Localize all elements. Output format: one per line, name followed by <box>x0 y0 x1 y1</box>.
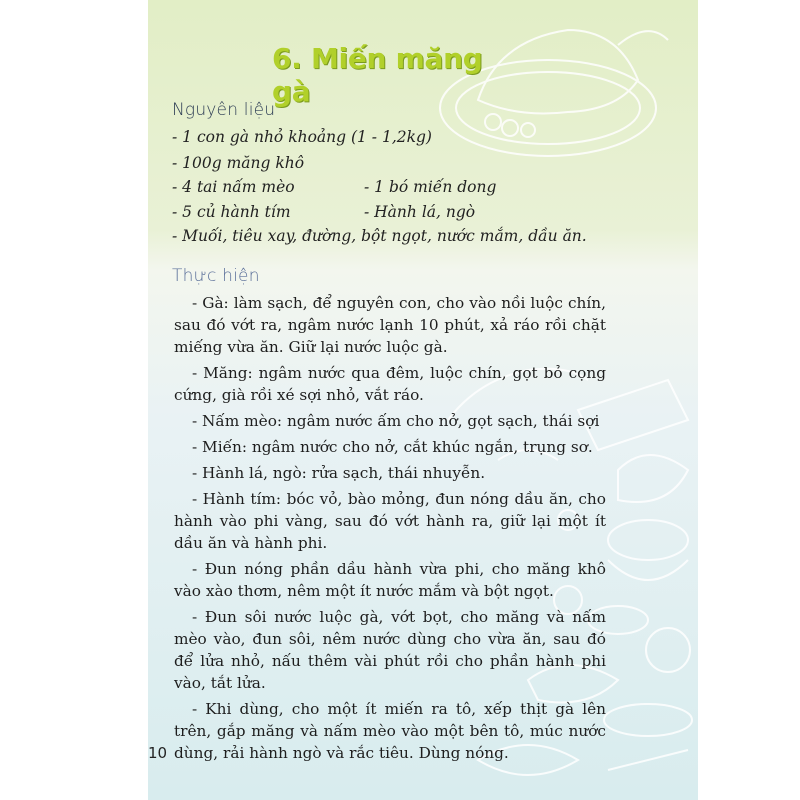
recipe-title: 6. Miến măng gà <box>272 42 483 108</box>
method-step: - Đun sôi nước luộc gà, vớt bọt, cho măng và nấm mèo vào, đun sôi, nêm nước dùng cho vừa ăn, sau đó để lửa nhỏ, nấu thêm vài phút rồi cho phần hành phi vào, tắt lửa. <box>174 608 606 692</box>
ingredient-item: - 1 bó miến dong <box>364 178 497 196</box>
ingredient-line <box>172 154 304 172</box>
method-step: - Đun nóng phần dầu hành vừa phi, cho măng khô vào xào thơm, nêm một ít nước mắm và bột ngọt. <box>174 560 606 600</box>
method-step: - Măng: ngâm nước qua đêm, luộc chín, gọt bỏ cọng cứng, già rồi xé sợi nhỏ, vắt ráo. <box>174 364 606 404</box>
ingredient-item: - 4 tai nấm mèo <box>172 178 295 196</box>
ingredient-line <box>172 227 587 245</box>
book-page <box>148 0 698 800</box>
ingredient-item: - Hành lá, ngò <box>364 203 476 221</box>
page-number: 10 <box>148 744 168 762</box>
ingredient-item: - 5 củ hành tím <box>172 203 291 221</box>
method-heading: Thực hiện <box>172 266 260 286</box>
ingredient-line <box>172 203 476 221</box>
ingredients-heading: Nguyên liệu <box>172 100 276 120</box>
method-step: - Miến: ngâm nước cho nở, cắt khúc ngắn, trụng sơ. <box>192 438 593 456</box>
method-step: - Hành tím: bóc vỏ, bào mỏng, đun nóng dầu ăn, cho hành vào phi vàng, sau đó vớt hành ra, giữ lại một ít dầu ăn và hành phi. <box>174 490 606 552</box>
method-step: - Gà: làm sạch, để nguyên con, cho vào nồi luộc chín, sau đó vớt ra, ngâm nước lạnh 10 phút, xả ráo rồi chặt miếng vừa ăn. Giữ lại nước luộc gà. <box>174 294 606 356</box>
method-steps <box>174 292 606 768</box>
ingredient-item: - Muối, tiêu xay, đường, bột ngọt, nước mắm, dầu ăn. <box>172 227 587 245</box>
ingredient-item: - 100g măng khô <box>172 154 305 172</box>
ingredient-line <box>172 178 497 196</box>
method-step: - Khi dùng, cho một ít miến ra tô, xếp thịt gà lên trên, gắp măng và nấm mèo vào một bên tô, múc nước dùng, rải hành ngò và rắc tiêu. Dùng nóng. <box>174 700 606 762</box>
method-step: - Nấm mèo: ngâm nước ấm cho nở, gọt sạch, thái sợi <box>192 412 600 430</box>
ingredient-item: - 1 con gà nhỏ khoảng (1 - 1,2kg) <box>172 128 432 146</box>
method-step: - Hành lá, ngò: rửa sạch, thái nhuyễn. <box>192 464 486 482</box>
ingredient-line <box>172 128 432 146</box>
